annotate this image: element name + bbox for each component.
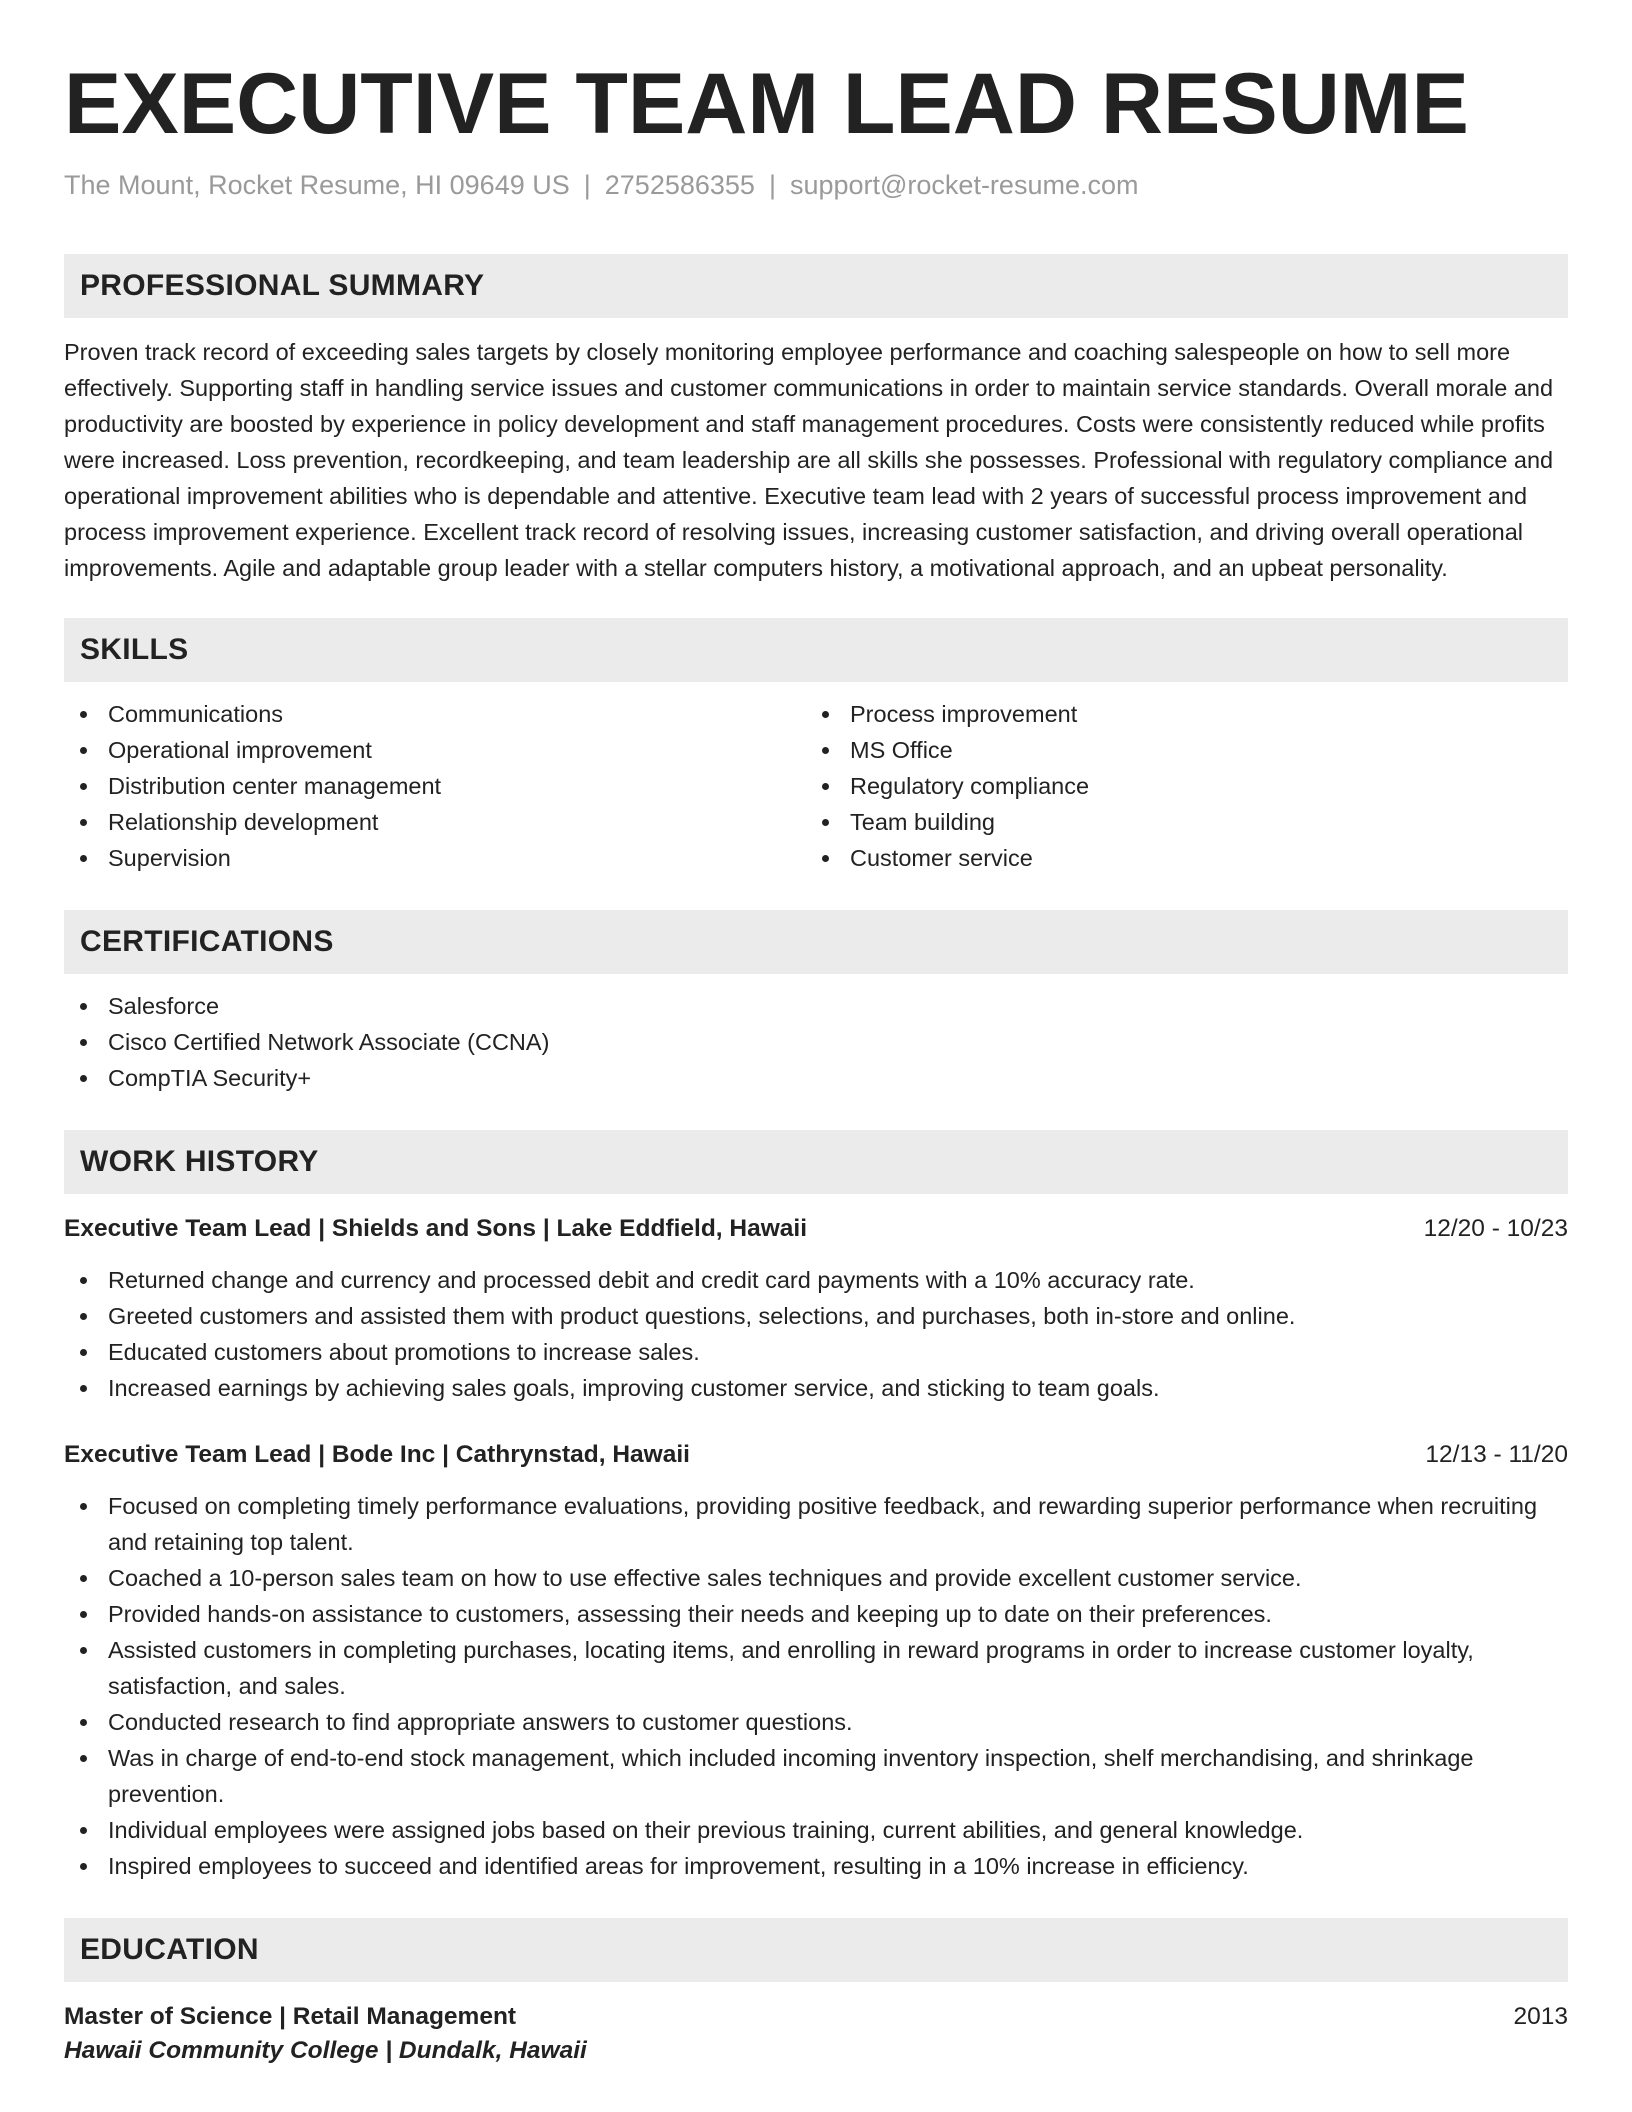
job-title: Executive Team Lead | Bode Inc | Cathrynstad, Hawaii xyxy=(64,1441,690,1468)
job-bullets xyxy=(64,1488,1568,1884)
skill-label: Distribution center management xyxy=(108,773,442,799)
bullet-dot xyxy=(80,1827,87,1834)
certification-item xyxy=(64,1024,1568,1060)
skills-column-left xyxy=(64,696,806,876)
skill-label: Regulatory compliance xyxy=(850,773,1090,799)
job-bullet xyxy=(64,1560,1568,1596)
job-bullet-text: Provided hands-on assistance to customers, assessing their needs and keeping up to date on their preferences. xyxy=(108,1601,1272,1627)
job-dates: 12/13 - 11/20 xyxy=(1425,1441,1568,1468)
job-bullet-text: Conducted research to find appropriate answers to customer questions. xyxy=(108,1709,853,1735)
job-dates: 12/20 - 10/23 xyxy=(1423,1215,1568,1242)
bullet-dot xyxy=(80,1277,87,1284)
bullet-dot xyxy=(80,819,87,826)
summary-heading: PROFESSIONAL SUMMARY xyxy=(64,254,1568,318)
job-bullet xyxy=(64,1488,1568,1560)
bullet-dot xyxy=(80,783,87,790)
contact-separator: | xyxy=(583,170,591,200)
bullet-dot xyxy=(822,855,829,862)
bullet-dot xyxy=(80,1003,87,1010)
job-entry xyxy=(64,1438,1568,1884)
job-bullet-text: Educated customers about promotions to increase sales. xyxy=(108,1339,700,1365)
skill-item xyxy=(806,696,1548,732)
certification-label: CompTIA Security+ xyxy=(108,1065,312,1091)
certifications-list xyxy=(64,988,1568,1096)
bullet-dot xyxy=(822,783,829,790)
skill-label: Process improvement xyxy=(850,701,1078,727)
skill-item xyxy=(806,840,1548,876)
bullet-dot xyxy=(80,1611,87,1618)
bullet-dot xyxy=(80,747,87,754)
skill-item xyxy=(64,768,806,804)
job-bullet xyxy=(64,1848,1568,1884)
skill-label: Communications xyxy=(108,701,284,727)
bullet-dot xyxy=(822,819,829,826)
skill-item xyxy=(64,804,806,840)
bullet-dot xyxy=(80,1863,87,1870)
job-entry xyxy=(64,1212,1568,1406)
bullet-dot xyxy=(80,1719,87,1726)
education-degree: Master of Science | Retail Management xyxy=(64,2003,517,2030)
skill-label: Relationship development xyxy=(108,809,379,835)
contact-line xyxy=(64,168,1568,202)
job-bullet xyxy=(64,1262,1568,1298)
work-history-heading: WORK HISTORY xyxy=(64,1130,1568,1194)
skill-label: Team building xyxy=(850,809,996,835)
job-bullet xyxy=(64,1298,1568,1334)
bullet-dot xyxy=(80,1039,87,1046)
contact-address: The Mount, Rocket Resume, HI 09649 US xyxy=(64,170,570,200)
bullet-dot xyxy=(80,1075,87,1082)
job-bullet-text: Individual employees were assigned jobs based on their previous training, current abilities, and general knowledge. xyxy=(108,1817,1304,1843)
education-school: Hawaii Community College | Dundalk, Hawaii xyxy=(64,2037,587,2064)
bullet-dot xyxy=(80,1349,87,1356)
job-bullet-text: Greeted customers and assisted them with product questions, selections, and purchases, both in-store and online. xyxy=(108,1303,1296,1329)
education-header xyxy=(64,2000,1568,2034)
job-bullet xyxy=(64,1812,1568,1848)
skill-item xyxy=(806,732,1548,768)
skill-item xyxy=(806,804,1548,840)
education-year: 2013 xyxy=(1513,2003,1568,2030)
resume-title: EXECUTIVE TEAM LEAD RESUME xyxy=(64,56,1469,152)
certifications-heading: CERTIFICATIONS xyxy=(64,910,1568,974)
job-bullet xyxy=(64,1740,1568,1812)
skill-label: Customer service xyxy=(850,845,1033,871)
certification-label: Cisco Certified Network Associate (CCNA) xyxy=(108,1029,550,1055)
skills-list xyxy=(64,696,1568,876)
job-bullet xyxy=(64,1704,1568,1740)
skill-label: Supervision xyxy=(108,845,231,871)
skill-label: MS Office xyxy=(850,737,953,763)
education-heading: EDUCATION xyxy=(64,1918,1568,1982)
contact-phone: 2752586355 xyxy=(604,170,755,200)
job-bullet-text: Inspired employees to succeed and identified areas for improvement, resulting in a 10% increase in efficiency. xyxy=(108,1853,1249,1879)
contact-email[interactable]: support@rocket-resume.com xyxy=(789,170,1139,200)
job-bullet-text: Assisted customers in completing purchases, locating items, and enrolling in reward programs in order to increase customer loyalty, satisfaction, and sales. xyxy=(108,1637,1474,1699)
job-title: Executive Team Lead | Shields and Sons | Lake Eddfield, Hawaii xyxy=(64,1215,808,1242)
job-bullet-text: Increased earnings by achieving sales goals, improving customer service, and sticking to team goals. xyxy=(108,1375,1160,1401)
skill-label: Operational improvement xyxy=(108,737,372,763)
certification-label: Salesforce xyxy=(108,993,220,1019)
job-bullet-text: Focused on completing timely performance evaluations, providing positive feedback, and rewarding superior performance when recruiting and retaining top talent. xyxy=(108,1493,1538,1555)
contact-separator: | xyxy=(768,170,776,200)
job-header xyxy=(64,1212,1568,1246)
job-bullet xyxy=(64,1632,1568,1704)
job-bullet-text: Was in charge of end-to-end stock management, which included incoming inventory inspection, shelf merchandising, and shrinkage prevention. xyxy=(108,1745,1474,1807)
job-bullet-text: Coached a 10-person sales team on how to use effective sales techniques and provide excellent customer service. xyxy=(108,1565,1302,1591)
resume-page xyxy=(64,0,1568,2068)
skill-item xyxy=(64,840,806,876)
certification-item xyxy=(64,1060,1568,1096)
skill-item xyxy=(64,732,806,768)
job-header xyxy=(64,1438,1568,1472)
bullet-dot xyxy=(80,1385,87,1392)
bullet-dot xyxy=(80,1313,87,1320)
bullet-dot xyxy=(80,1647,87,1654)
bullet-dot xyxy=(80,1575,87,1582)
bullet-dot xyxy=(80,1503,87,1510)
bullet-dot xyxy=(80,711,87,718)
bullet-dot xyxy=(822,747,829,754)
job-bullets xyxy=(64,1262,1568,1406)
skills-heading: SKILLS xyxy=(64,618,1568,682)
skill-item xyxy=(64,696,806,732)
skills-column-right xyxy=(806,696,1548,876)
bullet-dot xyxy=(822,711,829,718)
job-bullet xyxy=(64,1596,1568,1632)
bullet-dot xyxy=(80,1755,87,1762)
skill-item xyxy=(806,768,1548,804)
bullet-dot xyxy=(80,855,87,862)
job-bullet xyxy=(64,1334,1568,1370)
job-bullet-text: Returned change and currency and processed debit and credit card payments with a 10% accuracy rate. xyxy=(108,1267,1195,1293)
education-entry xyxy=(64,2000,1568,2068)
certification-item xyxy=(64,988,1568,1024)
job-bullet xyxy=(64,1370,1568,1406)
summary-text: Proven track record of exceeding sales targets by closely monitoring employee performance and coaching salespeople on how to sell more effectively. Supporting staff in handling service issues and customer communications in order to maintain service standards. Overall morale and productivity are boosted by experience in policy development and staff management procedures. Costs were consistently reduced while profits were increased. Loss prevention, recordkeeping, and team leadership are all skills she possesses. Professional with regulatory compliance and operational improvement abilities who is dependable and attentive. Executive team lead with 2 years of successful process improvement and process improvement experience. Excellent track record of resolving issues, increasing customer satisfaction, and driving overall operational improvements. Agile and adaptable group leader with a stellar computers history, a motivational approach, and an upbeat personality. xyxy=(64,339,1554,581)
